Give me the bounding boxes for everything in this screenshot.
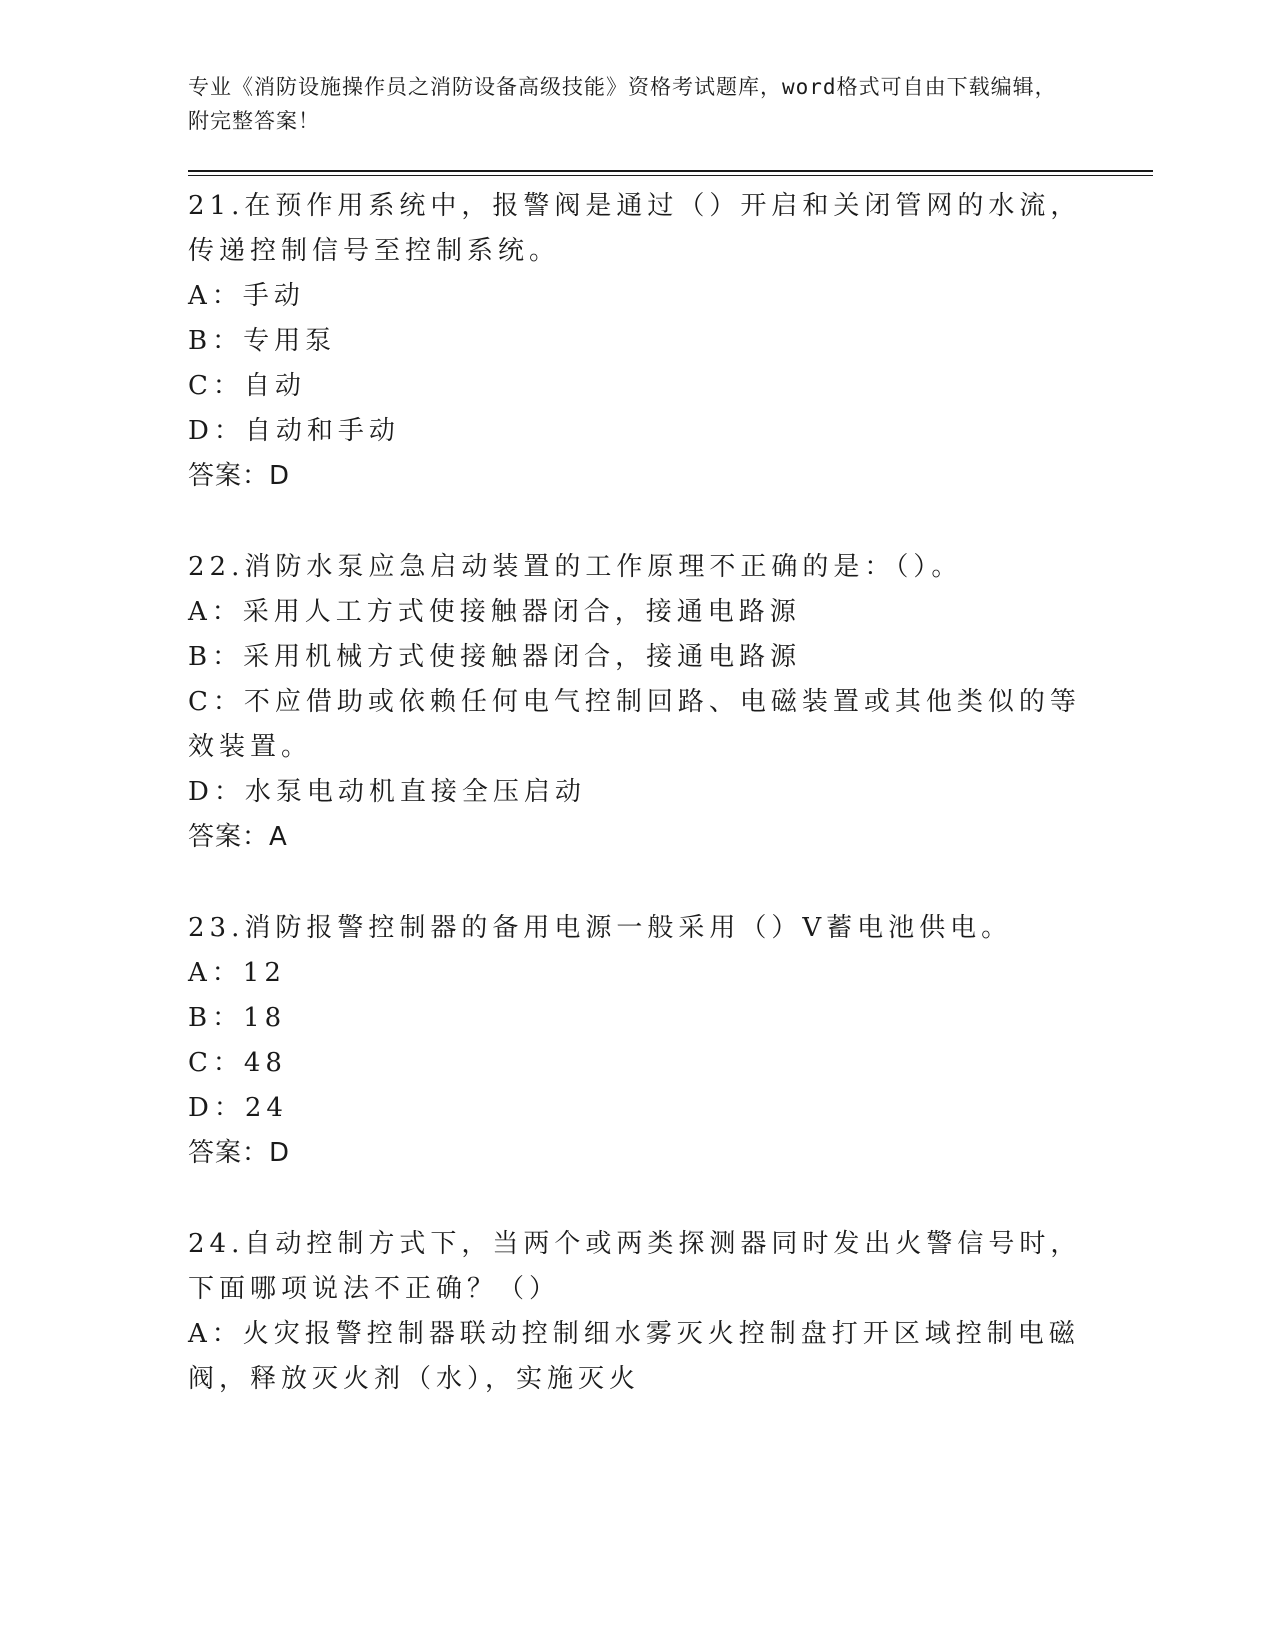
option-b: B：专用泵 bbox=[188, 326, 337, 356]
option-d: D：自动和手动 bbox=[188, 416, 400, 446]
question-list bbox=[188, 184, 1153, 1402]
option-a: A：12 bbox=[188, 958, 286, 988]
question-24 bbox=[188, 1222, 1153, 1402]
answer-line: 答案：D bbox=[188, 1138, 291, 1168]
question-stem: 22.消防水泵应急启动装置的工作原理不正确的是：（）。 bbox=[188, 552, 963, 582]
option-d: D：24 bbox=[188, 1093, 288, 1123]
option-c: C：48 bbox=[188, 1048, 287, 1078]
option-a: A：采用人工方式使接触器闭合，接通电路源 bbox=[188, 597, 801, 627]
answer-line: 答案：A bbox=[188, 822, 288, 852]
option-c: C：自动 bbox=[188, 371, 306, 401]
option-a: A：手动 bbox=[188, 281, 305, 311]
document-header: 专业《消防设施操作员之消防设备高级技能》资格考试题库，word格式可自由下载编辑，附完整答案！ bbox=[188, 75, 1057, 133]
document-page bbox=[188, 70, 1153, 1448]
question-stem: 23.消防报警控制器的备用电源一般采用（）V蓄电池供电。 bbox=[188, 913, 1013, 943]
header-divider bbox=[188, 170, 1153, 172]
option-b: B：18 bbox=[188, 1003, 287, 1033]
question-stem: 24.自动控制方式下，当两个或两类探测器同时发出火警信号时，下面哪项说法不正确？（） bbox=[188, 1229, 1082, 1304]
option-c: C：不应借助或依赖任何电气控制回路、电磁装置或其他类似的等效装置。 bbox=[188, 687, 1081, 762]
question-22 bbox=[188, 545, 1153, 860]
question-23 bbox=[188, 906, 1153, 1176]
answer-line: 答案：D bbox=[188, 461, 291, 491]
question-21 bbox=[188, 184, 1153, 499]
option-d: D：水泵电动机直接全压启动 bbox=[188, 777, 586, 807]
question-stem: 21.在预作用系统中，报警阀是通过（）开启和关闭管网的水流，传递控制信号至控制系统。 bbox=[188, 191, 1082, 266]
option-b: B：采用机械方式使接触器闭合，接通电路源 bbox=[188, 642, 802, 672]
option-a: A：火灾报警控制器联动控制细水雾灭火控制盘打开区域控制电磁阀，释放灭火剂（水），实施灭火 bbox=[188, 1319, 1080, 1394]
